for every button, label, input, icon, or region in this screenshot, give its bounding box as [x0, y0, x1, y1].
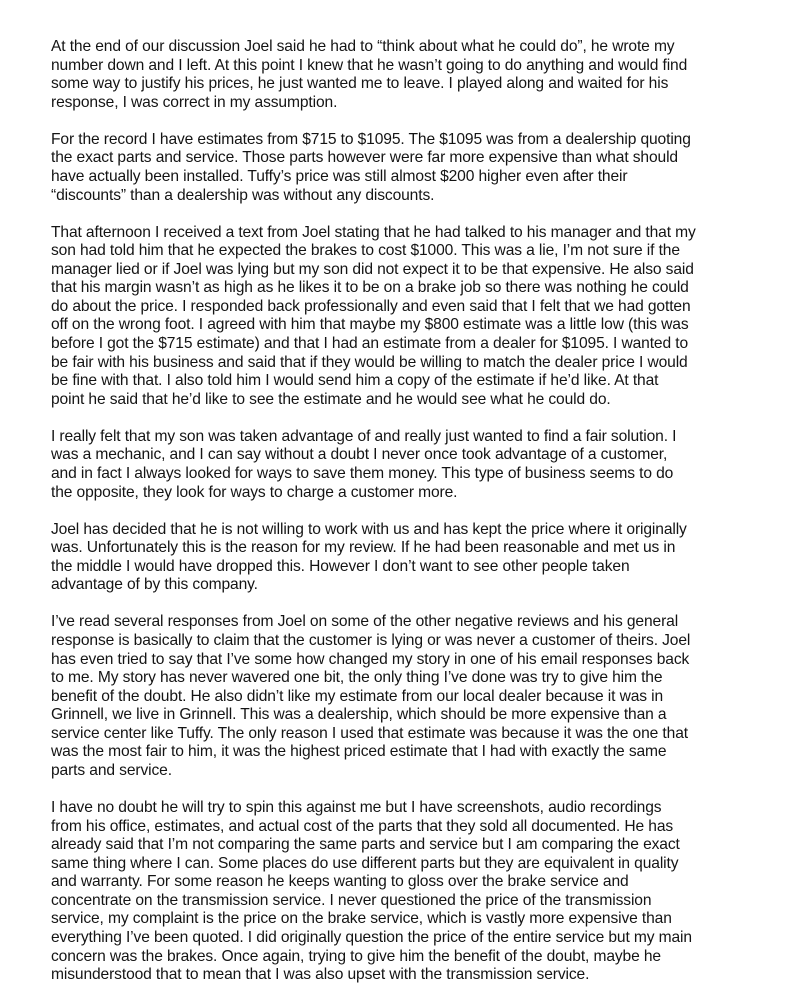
text-line: For the record I have estimates from $715 to $1095. The $1095 was from a dealership quoting [51, 130, 691, 148]
paragraph-text-from-joel [51, 224, 791, 410]
text-line: be fine with that. I also told him I would send him a copy of the estimate if he’d like. At that [51, 372, 659, 390]
review-document [51, 38, 791, 1003]
text-line: before I got the $715 estimate) and that I had an estimate from a dealer for $1095. I wanted to [51, 335, 689, 352]
text-line: was the most fair to him, it was the highest priced estimate that I had with exactly the same [51, 743, 667, 761]
text-line: was a mechanic, and I can say without a doubt I never once took advantage of a customer, [51, 446, 668, 464]
text-line: have actually been installed. Tuffy’s price was still almost $200 higher even after their [51, 167, 628, 185]
text-line: Joel has decided that he is not willing to work with us and has kept the price where it originally [51, 520, 687, 538]
text-line: parts and service. [51, 761, 172, 779]
text-line: has even tried to say that I’ve some how changed my story in one of his email responses back [51, 650, 690, 668]
text-line: everything I’ve been quoted. I did originally question the price of the entire service but my main [51, 929, 692, 946]
text-line: service center like Tuffy. The only reason I used that estimate was because it was the one that [51, 724, 688, 742]
text-line: At the end of our discussion Joel said he had to “think about what he could do”, he wrote my [51, 38, 675, 55]
paragraph-responses-from-joel [51, 613, 791, 780]
text-line: do about the price. I responded back professionally and even said that I felt that we had gotten [51, 297, 691, 315]
text-line: son had told him that he expected the brakes to cost $1000. This was a lie, I’m not sure if the [51, 242, 680, 260]
text-line: same thing where I can. Some places do use different parts but they are equivalent in quality [51, 854, 679, 872]
paragraph-reason-for-review [51, 521, 791, 595]
text-line: off on the wrong foot. I agreed with him that maybe my $800 estimate was a little low (this was [51, 316, 689, 334]
text-line: from his office, estimates, and actual cost of the parts that they sold all documented. He has [51, 817, 674, 835]
text-line: concern was the brakes. Once again, trying to give him the benefit of the doubt, maybe he [51, 947, 661, 965]
text-line: That afternoon I received a text from Joel stating that he had talked to his manager and that my [51, 223, 696, 241]
text-line: I have no doubt he will try to spin this against me but I have screenshots, audio recordings [51, 799, 662, 817]
paragraph-estimates [51, 131, 791, 205]
text-line: misunderstood that to mean that I was also upset with the transmission service. [51, 966, 590, 984]
text-line: service, my complaint is the price on the brake service, which is vastly more expensive than [51, 910, 672, 928]
text-line: be fair with his business and said that if they would be willing to match the dealer price I would [51, 353, 688, 371]
text-line: I’ve read several responses from Joel on some of the other negative reviews and his general [51, 613, 679, 631]
text-line: response is basically to claim that the customer is lying or was never a customer of theirs. Joel [51, 632, 691, 649]
text-line: response, I was correct in my assumption. [51, 93, 338, 111]
text-line: already said that I’m not comparing the same parts and service but I am comparing the exact [51, 836, 680, 854]
text-line: Grinnell, we live in Grinnell. This was a dealership, which should be more expensive than a [51, 706, 667, 724]
text-line: that his margin wasn’t as high as he likes it to be on a brake job so there was nothing he could [51, 279, 689, 297]
text-line: benefit of the doubt. He also didn’t like my estimate from our local dealer because it was in [51, 687, 664, 705]
text-line: was. Unfortunately this is the reason for my review. If he had been reasonable and met us in [51, 539, 676, 557]
text-line: concentrate on the transmission service. I never questioned the price of the transmission [51, 891, 652, 909]
text-line: “discounts” than a dealership was without any discounts. [51, 186, 435, 204]
text-line: and warranty. For some reason he keeps wanting to gloss over the brake service and [51, 873, 629, 891]
text-line: the opposite, they look for ways to charge a customer more. [51, 483, 458, 501]
text-line: advantage of by this company. [51, 576, 258, 594]
text-line: I really felt that my son was taken advantage of and really just wanted to find a fair solution. I [51, 427, 677, 445]
paragraph-discussion-end [51, 38, 791, 112]
text-line: the middle I would have dropped this. However I don’t want to see other people taken [51, 557, 630, 575]
text-line: manager lied or if Joel was lying but my son did not expect it to be that expensive. He also said [51, 260, 694, 278]
text-line: and in fact I always looked for ways to save them money. This type of business seems to do [51, 464, 674, 482]
text-line: to me. My story has never wavered one bit, the only thing I’ve done was try to give him the [51, 669, 663, 687]
text-line: point he said that he’d like to see the estimate and he would see what he could do. [51, 390, 611, 408]
text-line: some way to justify his prices, he just wanted me to leave. I played along and waited for his [51, 75, 669, 93]
text-line: the exact parts and service. Those parts however were far more expensive than what should [51, 149, 678, 167]
paragraph-fair-solution [51, 428, 791, 502]
text-line: number down and I left. At this point I knew that he wasn’t going to do anything and would find [51, 56, 688, 74]
paragraph-documentation [51, 799, 791, 985]
